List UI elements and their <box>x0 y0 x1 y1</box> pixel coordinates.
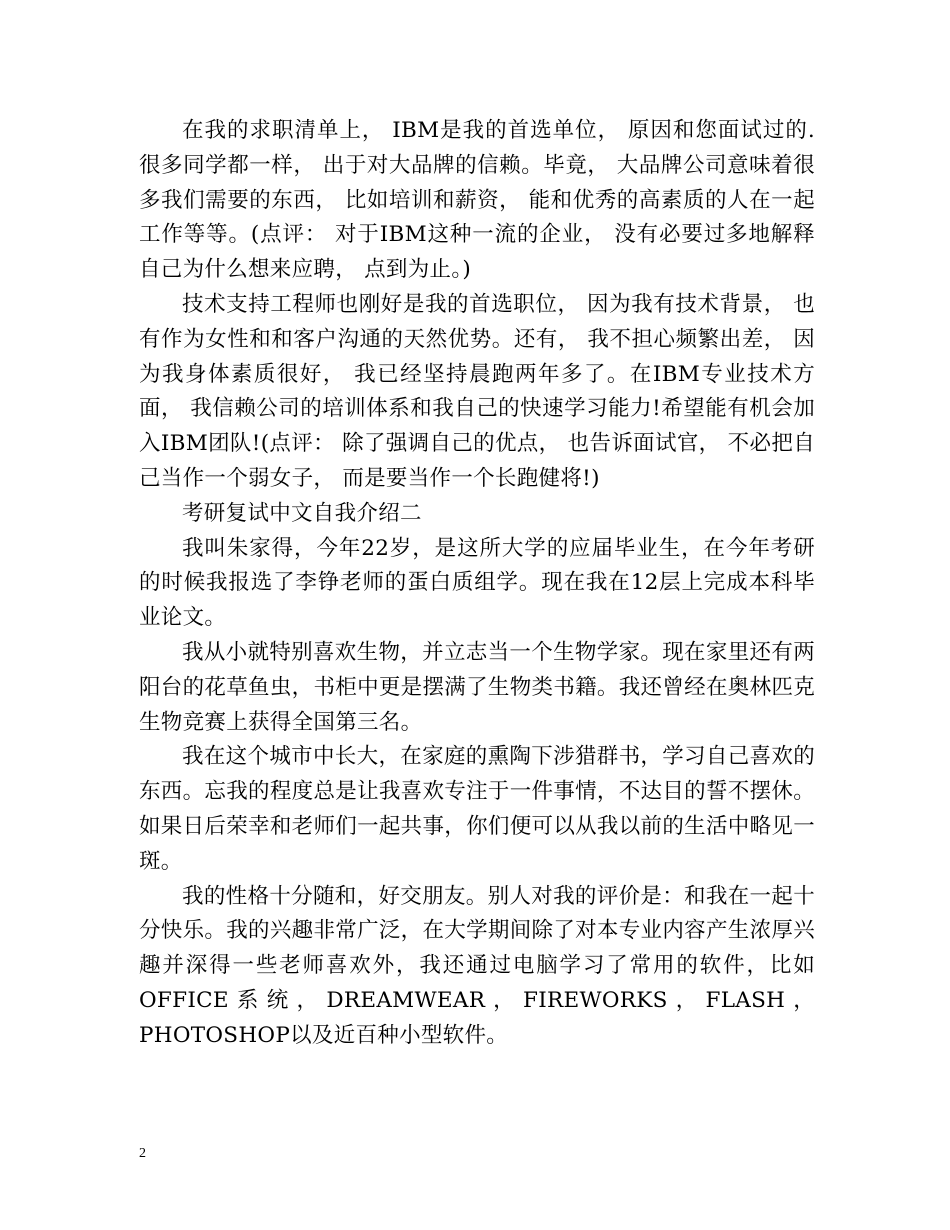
document-body <box>139 114 815 1054</box>
paragraph-biology-interest: 我从小就特别喜欢生物，并立志当一个生物学家。现在家里还有两阳台的花草鱼虫，书柜中更是摆满了生物类书籍。我还曾经在奥林匹克生物竞赛上获得全国第三名。 <box>139 639 815 735</box>
paragraph-self-introduction: 我叫朱家得，今年22岁，是这所大学的应届毕业生，在今年考研的时候我报选了李铮老师的蛋白质组学。现在我在12层上完成本科毕业论文。 <box>139 535 815 631</box>
section-heading: 考研复试中文自我介绍二 <box>182 500 422 526</box>
paragraph-technical-support: 技术支持工程师也刚好是我的首选职位， 因为我有技术背景， 也有作为女性和和客户沟通的天然优势。还有， 我不担心频繁出差， 因为我身体素质很好， 我已经坚持晨跑两年多了。在IBM专业技术方面， 我信赖公司的培训体系和我自己的快速学习能力!希望能有机会加入IBM团队!(点评： 除了强调自己的优点， 也告诉面试官， 不必把自己当作一个弱女子， 而是要当作一个长跑健将!) <box>139 291 815 491</box>
paragraph-hometown: 我在这个城市中长大，在家庭的熏陶下涉猎群书，学习自己喜欢的东西。忘我的程度总是让我喜欢专注于一件事情，不达目的誓不摆休。如果日后荣幸和老师们一起共事，你们便可以从我以前的生活中略见一斑。 <box>139 744 815 874</box>
paragraph-ibm-first-choice: 在我的求职清单上， IBM是我的首选单位， 原因和您面试过的.很多同学都一样， 出于对大品牌的信赖。毕竟， 大品牌公司意味着很多我们需要的东西， 比如培训和薪资， 能和优秀的高素质的人在一起工作等等。(点评： 对于IBM这种一流的企业， 没有必要过多地解释自己为什么想来应聘， 点到为止。) <box>139 118 815 283</box>
paragraph-personality: 我的性格十分随和，好交朋友。别人对我的评价是：和我在一起十分快乐。我的兴趣非常广泛，在大学期间除了对本专业内容产生浓厚兴趣并深得一些老师喜欢外，我还通过电脑学习了常用的软件，比如OFFICE系统，DREAMWEAR，FIREWORKS，FLASH，PHOTOSHOP以及近百种小型软件。 <box>139 883 815 1048</box>
page-number: 2 <box>139 1146 146 1161</box>
